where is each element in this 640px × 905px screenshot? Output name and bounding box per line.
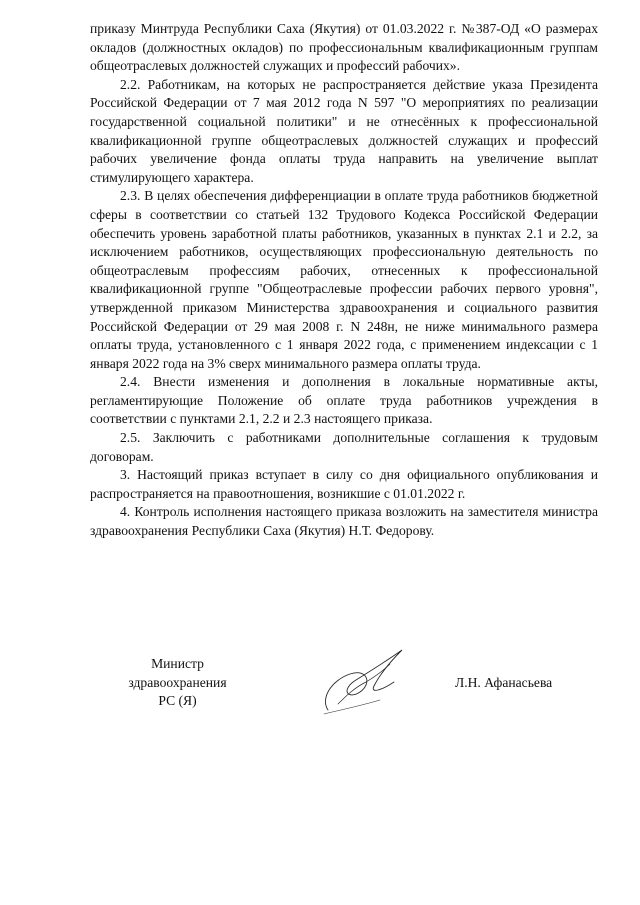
signatory-title-line: здравоохранения	[128, 674, 227, 690]
paragraph-4: 4. Контроль исполнения настоящего приказа возложить на заместителя министра здравоохранения Республики Саха (Якутия) Н.Т. Федорову.	[90, 504, 598, 539]
handwritten-signature	[310, 640, 430, 720]
paragraph-3: 3. Настоящий приказ вступает в силу со дня официального опубликования и распространяется на правоотношения, возникшие с 01.01.2022 г.	[90, 467, 598, 501]
document-body	[90, 20, 598, 541]
paragraph-continuation: приказу Минтруда Республики Саха (Якутия) от 01.03.2022 г. №387-ОД «О размерах окладов (должностных окладов) по профессиональным квалификационным группам общеотраслевых должностей служащих и профессий рабочих».	[90, 21, 598, 74]
paragraph-2-5: 2.5. Заключить с работниками дополнительные соглашения к трудовым договорам.	[90, 430, 598, 464]
paragraph-2-2: 2.2. Работникам, на которых не распространяется действие указа Президента Российской Федерации от 7 мая 2012 года N 597 "О мероприятиях по реализации государственной социальной политики" и не отнесённых к профессиональной квалификационной группе общеотраслевых должностей служащих и профессий рабочих увеличение фонда оплаты труда направить на увеличение выплат стимулирующего характера.	[90, 76, 598, 185]
signatory-title-line: Министр	[151, 656, 204, 671]
signatory-title-line: РС (Я)	[158, 693, 197, 709]
signatory-title	[100, 655, 255, 711]
signatory-name: Л.Н. Афанасьева	[455, 675, 553, 690]
paragraph-2-3: 2.3. В целях обеспечения дифференциации в оплате труда работников бюджетной сферы в соответствии со статьей 132 Трудового Кодекса Российской Федерации обеспечить уровень заработной платы работников, указанных в пунктах 2.1 и 2.2, за исключением работников, осуществляющих профессиональную деятельность по общеотраслевым профессиям рабочих, отнесенных к профессиональной квалификационной группе "Общеотраслевые профессии рабочих первого уровня", утвержденной приказом Министерства здравоохранения и социального развития Российской Федерации от 29 мая 2008 г. N 248н, не ниже минимального размера оплаты труда, установленного с 1 января 2022 года, с применением индексации с 1 января 2022 года на 3% сверх минимального размера оплаты труда.	[90, 188, 598, 371]
paragraph-2-4: 2.4. Внести изменения и дополнения в локальные нормативные акты, регламентирующие Положение об оплате труда работников учреждения в соответствии с пунктами 2.1, 2.2 и 2.3 настоящего приказа.	[90, 374, 598, 427]
